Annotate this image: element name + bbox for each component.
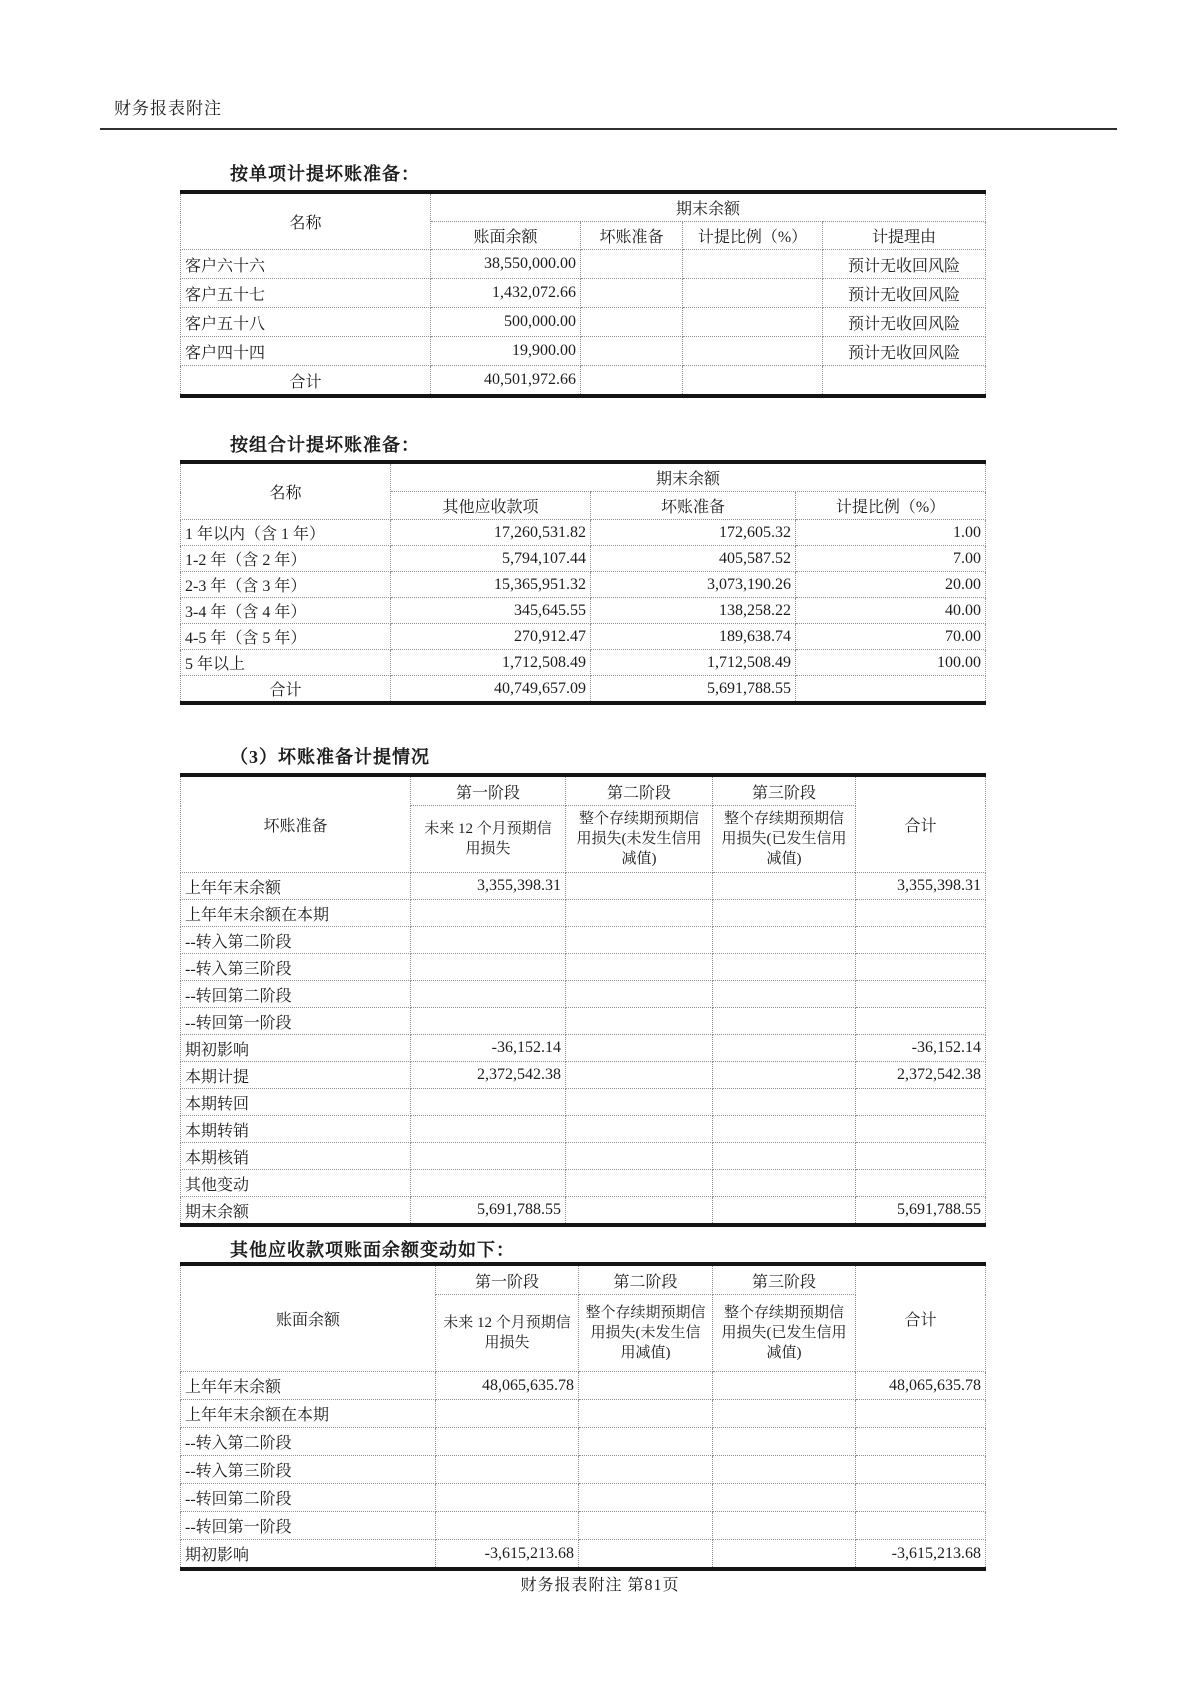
table-cell	[411, 1089, 566, 1116]
table-row	[181, 1170, 986, 1197]
table-row	[181, 598, 986, 624]
table-cell: 2,372,542.38	[856, 1062, 986, 1089]
table-cell	[566, 927, 713, 954]
table-cell: 客户六十六	[181, 250, 431, 279]
header-row	[181, 462, 986, 492]
table-row	[181, 250, 986, 279]
table-cell	[713, 927, 856, 954]
table-cell	[581, 279, 683, 308]
table-cell	[856, 1428, 986, 1456]
table-cell	[856, 1512, 986, 1540]
table-cell	[411, 981, 566, 1008]
table-cell	[713, 1197, 856, 1226]
table-cell: --转回第二阶段	[181, 981, 411, 1008]
table-cell	[713, 954, 856, 981]
column-header-stage1: 第一阶段	[411, 775, 566, 806]
column-header-ratio: 计提比例（%）	[683, 222, 823, 250]
table-cell: 1,712,508.49	[591, 650, 796, 676]
table-cell	[856, 927, 986, 954]
table-cell: 预计无收回风险	[823, 308, 986, 337]
column-header-other-receivables: 其他应收款项	[391, 492, 591, 520]
table-cell: -36,152.14	[411, 1035, 566, 1062]
table-cell	[713, 1170, 856, 1197]
table-cell: 期初影响	[181, 1035, 411, 1062]
total-bad-debt	[581, 366, 683, 397]
table-row	[181, 279, 986, 308]
table-cell	[713, 900, 856, 927]
table-cell	[856, 1484, 986, 1512]
table-cell: 其他变动	[181, 1170, 411, 1197]
table-cell	[713, 1484, 856, 1512]
table-cell: --转入第二阶段	[181, 1428, 436, 1456]
table-cell: 客户五十八	[181, 308, 431, 337]
table-cell	[566, 1089, 713, 1116]
table-row	[181, 337, 986, 366]
table-cell	[411, 900, 566, 927]
table-row	[181, 927, 986, 954]
total-label: 合计	[181, 366, 431, 397]
header-row	[181, 1264, 986, 1295]
table-cell	[713, 1512, 856, 1540]
table-cell	[683, 279, 823, 308]
table-cell	[411, 1170, 566, 1197]
total-book-balance: 40,501,972.66	[431, 366, 581, 397]
table-row	[181, 1197, 986, 1226]
table-cell: 客户四十四	[181, 337, 431, 366]
table-cell	[436, 1456, 579, 1484]
table-cell	[713, 1143, 856, 1170]
table-cell	[566, 900, 713, 927]
column-desc-stage2: 整个存续期预期信用损失(未发生信用减值)	[566, 806, 713, 873]
table-row	[181, 1143, 986, 1170]
table-cell: --转回第一阶段	[181, 1512, 436, 1540]
table-cell	[683, 250, 823, 279]
table-row	[181, 1035, 986, 1062]
table-cell	[579, 1484, 713, 1512]
column-header-ratio: 计提比例（%）	[796, 492, 986, 520]
table-cell: 40.00	[796, 598, 986, 624]
table-cell	[411, 1008, 566, 1035]
table-cell: 上年年末余额在本期	[181, 1400, 436, 1428]
table-cell: 100.00	[796, 650, 986, 676]
table-cell: 4-5 年（含 5 年）	[181, 624, 391, 650]
column-header-stage2: 第二阶段	[579, 1264, 713, 1295]
table-cell: 19,900.00	[431, 337, 581, 366]
table-cell	[581, 337, 683, 366]
table-cell	[713, 1400, 856, 1428]
table-cell: 3,073,190.26	[591, 572, 796, 598]
column-header-book-balance: 账面余额	[181, 1264, 436, 1372]
total-bad-debt: 5,691,788.55	[591, 676, 796, 704]
table-cell	[566, 1008, 713, 1035]
table-row	[181, 1116, 986, 1143]
table-cell	[566, 1170, 713, 1197]
table-row	[181, 1008, 986, 1035]
table-cell: 客户五十七	[181, 279, 431, 308]
table-cell	[566, 981, 713, 1008]
total-ratio	[796, 676, 986, 704]
table-cell	[411, 954, 566, 981]
column-header-stage3: 第三阶段	[713, 775, 856, 806]
table-cell: 1,432,072.66	[431, 279, 581, 308]
table-cell: 本期转销	[181, 1116, 411, 1143]
page-header	[100, 94, 1117, 130]
table-cell: 138,258.22	[591, 598, 796, 624]
table-cell: 48,065,635.78	[856, 1372, 986, 1400]
table-cell	[566, 954, 713, 981]
table-cell	[856, 1143, 986, 1170]
table-cell	[436, 1512, 579, 1540]
table-row	[181, 650, 986, 676]
table-row	[181, 1062, 986, 1089]
table-header	[181, 192, 986, 250]
table-cell: -3,615,213.68	[856, 1540, 986, 1570]
table-cell: 48,065,635.78	[436, 1372, 579, 1400]
table-body	[181, 873, 986, 1226]
column-group-period-end: 期末余额	[391, 462, 986, 492]
column-header-bad-debt: 坏账准备	[581, 222, 683, 250]
table-cell	[856, 1089, 986, 1116]
table-cell: 期末余额	[181, 1197, 411, 1226]
table-cell: -36,152.14	[856, 1035, 986, 1062]
table-row	[181, 1089, 986, 1116]
column-header-reason: 计提理由	[823, 222, 986, 250]
balance-movement-table	[180, 1262, 986, 1571]
total-row	[181, 676, 986, 704]
table-cell: 3-4 年（含 4 年）	[181, 598, 391, 624]
table-row	[181, 981, 986, 1008]
table-cell	[579, 1540, 713, 1570]
table-cell	[856, 1116, 986, 1143]
table-cell	[856, 1456, 986, 1484]
individual-provision-table	[180, 190, 986, 398]
table-cell	[713, 1540, 856, 1570]
table-cell: 2-3 年（含 3 年）	[181, 572, 391, 598]
table-cell: 预计无收回风险	[823, 279, 986, 308]
table-row	[181, 624, 986, 650]
total-other-receivables: 40,749,657.09	[391, 676, 591, 704]
column-header-stage2: 第二阶段	[566, 775, 713, 806]
table-cell	[581, 308, 683, 337]
table-row	[181, 1512, 986, 1540]
table-cell	[436, 1400, 579, 1428]
table-cell: 15,365,951.32	[391, 572, 591, 598]
table-cell	[566, 1062, 713, 1089]
table-cell	[856, 1170, 986, 1197]
table-cell	[566, 1143, 713, 1170]
table-cell: 1.00	[796, 520, 986, 546]
table-cell: 本期转回	[181, 1089, 411, 1116]
table-cell	[436, 1428, 579, 1456]
table-cell: 20.00	[796, 572, 986, 598]
table-cell: 500,000.00	[431, 308, 581, 337]
page-header-title: 财务报表附注	[114, 99, 222, 118]
column-header-total: 合计	[856, 775, 986, 873]
table-cell	[579, 1512, 713, 1540]
table-row	[181, 308, 986, 337]
table-cell	[713, 1008, 856, 1035]
table-cell	[856, 1400, 986, 1428]
column-header-name: 名称	[181, 462, 391, 520]
table-cell	[566, 1197, 713, 1226]
table-cell	[579, 1400, 713, 1428]
table-cell	[713, 1372, 856, 1400]
table-cell: 3,355,398.31	[856, 873, 986, 900]
column-header-provision: 坏账准备	[181, 775, 411, 873]
header-row	[181, 192, 986, 222]
table-row	[181, 1456, 986, 1484]
column-group-period-end: 期末余额	[431, 192, 986, 222]
table-cell: 上年年末余额在本期	[181, 900, 411, 927]
table-cell: 38,550,000.00	[431, 250, 581, 279]
table-cell: 1,712,508.49	[391, 650, 591, 676]
total-reason	[823, 366, 986, 397]
table-cell	[683, 337, 823, 366]
table-footer	[181, 366, 986, 397]
table-row	[181, 873, 986, 900]
table-cell: -3,615,213.68	[436, 1540, 579, 1570]
table-cell	[581, 250, 683, 279]
table-cell: 上年年末余额	[181, 1372, 436, 1400]
table-cell	[566, 873, 713, 900]
table-cell	[683, 308, 823, 337]
table-cell	[856, 954, 986, 981]
page-footer: 财务报表附注 第81页	[520, 1577, 680, 1594]
table-cell	[566, 1116, 713, 1143]
table-cell	[579, 1372, 713, 1400]
section-title-individual-provision: 按单项计提坏账准备：	[230, 164, 420, 184]
table-cell	[713, 1456, 856, 1484]
table-cell	[579, 1456, 713, 1484]
table-footer	[181, 676, 986, 704]
table-cell: 本期核销	[181, 1143, 411, 1170]
table-row	[181, 520, 986, 546]
table-cell	[713, 1035, 856, 1062]
table-cell: --转回第二阶段	[181, 1484, 436, 1512]
column-header-stage1: 第一阶段	[436, 1264, 579, 1295]
table-cell: 270,912.47	[391, 624, 591, 650]
column-desc-stage1: 未来 12 个月预期信用损失	[436, 1295, 579, 1372]
table-cell	[713, 1428, 856, 1456]
table-cell: 5,691,788.55	[411, 1197, 566, 1226]
total-label: 合计	[181, 676, 391, 704]
section-title-group-provision: 按组合计提坏账准备：	[230, 435, 420, 455]
table-cell	[566, 1035, 713, 1062]
total-ratio	[683, 366, 823, 397]
table-row	[181, 1540, 986, 1570]
table-row	[181, 954, 986, 981]
column-header-stage3: 第三阶段	[713, 1264, 856, 1295]
table-cell	[579, 1428, 713, 1456]
table-cell	[856, 981, 986, 1008]
table-cell	[713, 981, 856, 1008]
table-header	[181, 1264, 986, 1372]
section-title-provision-movement: （3）坏账准备计提情况	[230, 747, 430, 767]
table-cell: 5,794,107.44	[391, 546, 591, 572]
table-row	[181, 900, 986, 927]
column-desc-stage2: 整个存续期预期信用损失(未发生信用减值)	[579, 1295, 713, 1372]
table-cell: 17,260,531.82	[391, 520, 591, 546]
column-header-book-balance: 账面余额	[431, 222, 581, 250]
column-header-total: 合计	[856, 1264, 986, 1372]
table-header	[181, 462, 986, 520]
table-body	[181, 520, 986, 676]
column-desc-stage1: 未来 12 个月预期信用损失	[411, 806, 566, 873]
table-cell: 5 年以上	[181, 650, 391, 676]
table-cell: 189,638.74	[591, 624, 796, 650]
table-header	[181, 775, 986, 873]
table-row	[181, 546, 986, 572]
column-header-name: 名称	[181, 192, 431, 250]
table-body	[181, 1372, 986, 1570]
group-provision-table	[180, 460, 986, 705]
table-cell: 2,372,542.38	[411, 1062, 566, 1089]
table-row	[181, 1484, 986, 1512]
table-cell: 172,605.32	[591, 520, 796, 546]
table-cell: 期初影响	[181, 1540, 436, 1570]
table-cell: --转入第二阶段	[181, 927, 411, 954]
table-cell	[713, 1062, 856, 1089]
header-row	[181, 775, 986, 806]
table-cell: --转入第三阶段	[181, 1456, 436, 1484]
table-cell	[436, 1484, 579, 1512]
table-row	[181, 1400, 986, 1428]
table-cell	[713, 1116, 856, 1143]
table-cell	[856, 1008, 986, 1035]
table-cell: 预计无收回风险	[823, 250, 986, 279]
table-cell: 本期计提	[181, 1062, 411, 1089]
provision-movement-table	[180, 773, 986, 1227]
total-row	[181, 366, 986, 397]
table-cell: 70.00	[796, 624, 986, 650]
column-desc-stage3: 整个存续期预期信用损失(已发生信用减值)	[713, 1295, 856, 1372]
table-cell: --转入第三阶段	[181, 954, 411, 981]
table-cell: 345,645.55	[391, 598, 591, 624]
table-cell: 上年年末余额	[181, 873, 411, 900]
column-desc-stage3: 整个存续期预期信用损失(已发生信用减值)	[713, 806, 856, 873]
table-cell	[856, 900, 986, 927]
table-cell: 预计无收回风险	[823, 337, 986, 366]
table-row	[181, 572, 986, 598]
table-body	[181, 250, 986, 366]
table-cell: 3,355,398.31	[411, 873, 566, 900]
table-cell: 5,691,788.55	[856, 1197, 986, 1226]
table-cell: 7.00	[796, 546, 986, 572]
table-row	[181, 1372, 986, 1400]
table-cell	[411, 927, 566, 954]
table-cell: 1-2 年（含 2 年）	[181, 546, 391, 572]
table-cell: --转回第一阶段	[181, 1008, 411, 1035]
table-cell	[713, 1089, 856, 1116]
table-cell: 405,587.52	[591, 546, 796, 572]
table-row	[181, 1428, 986, 1456]
section-title-balance-movement: 其他应收款项账面余额变动如下：	[230, 1240, 515, 1260]
table-cell: 1 年以内（含 1 年）	[181, 520, 391, 546]
table-cell	[411, 1116, 566, 1143]
table-cell	[411, 1143, 566, 1170]
table-cell	[713, 873, 856, 900]
column-header-bad-debt: 坏账准备	[591, 492, 796, 520]
